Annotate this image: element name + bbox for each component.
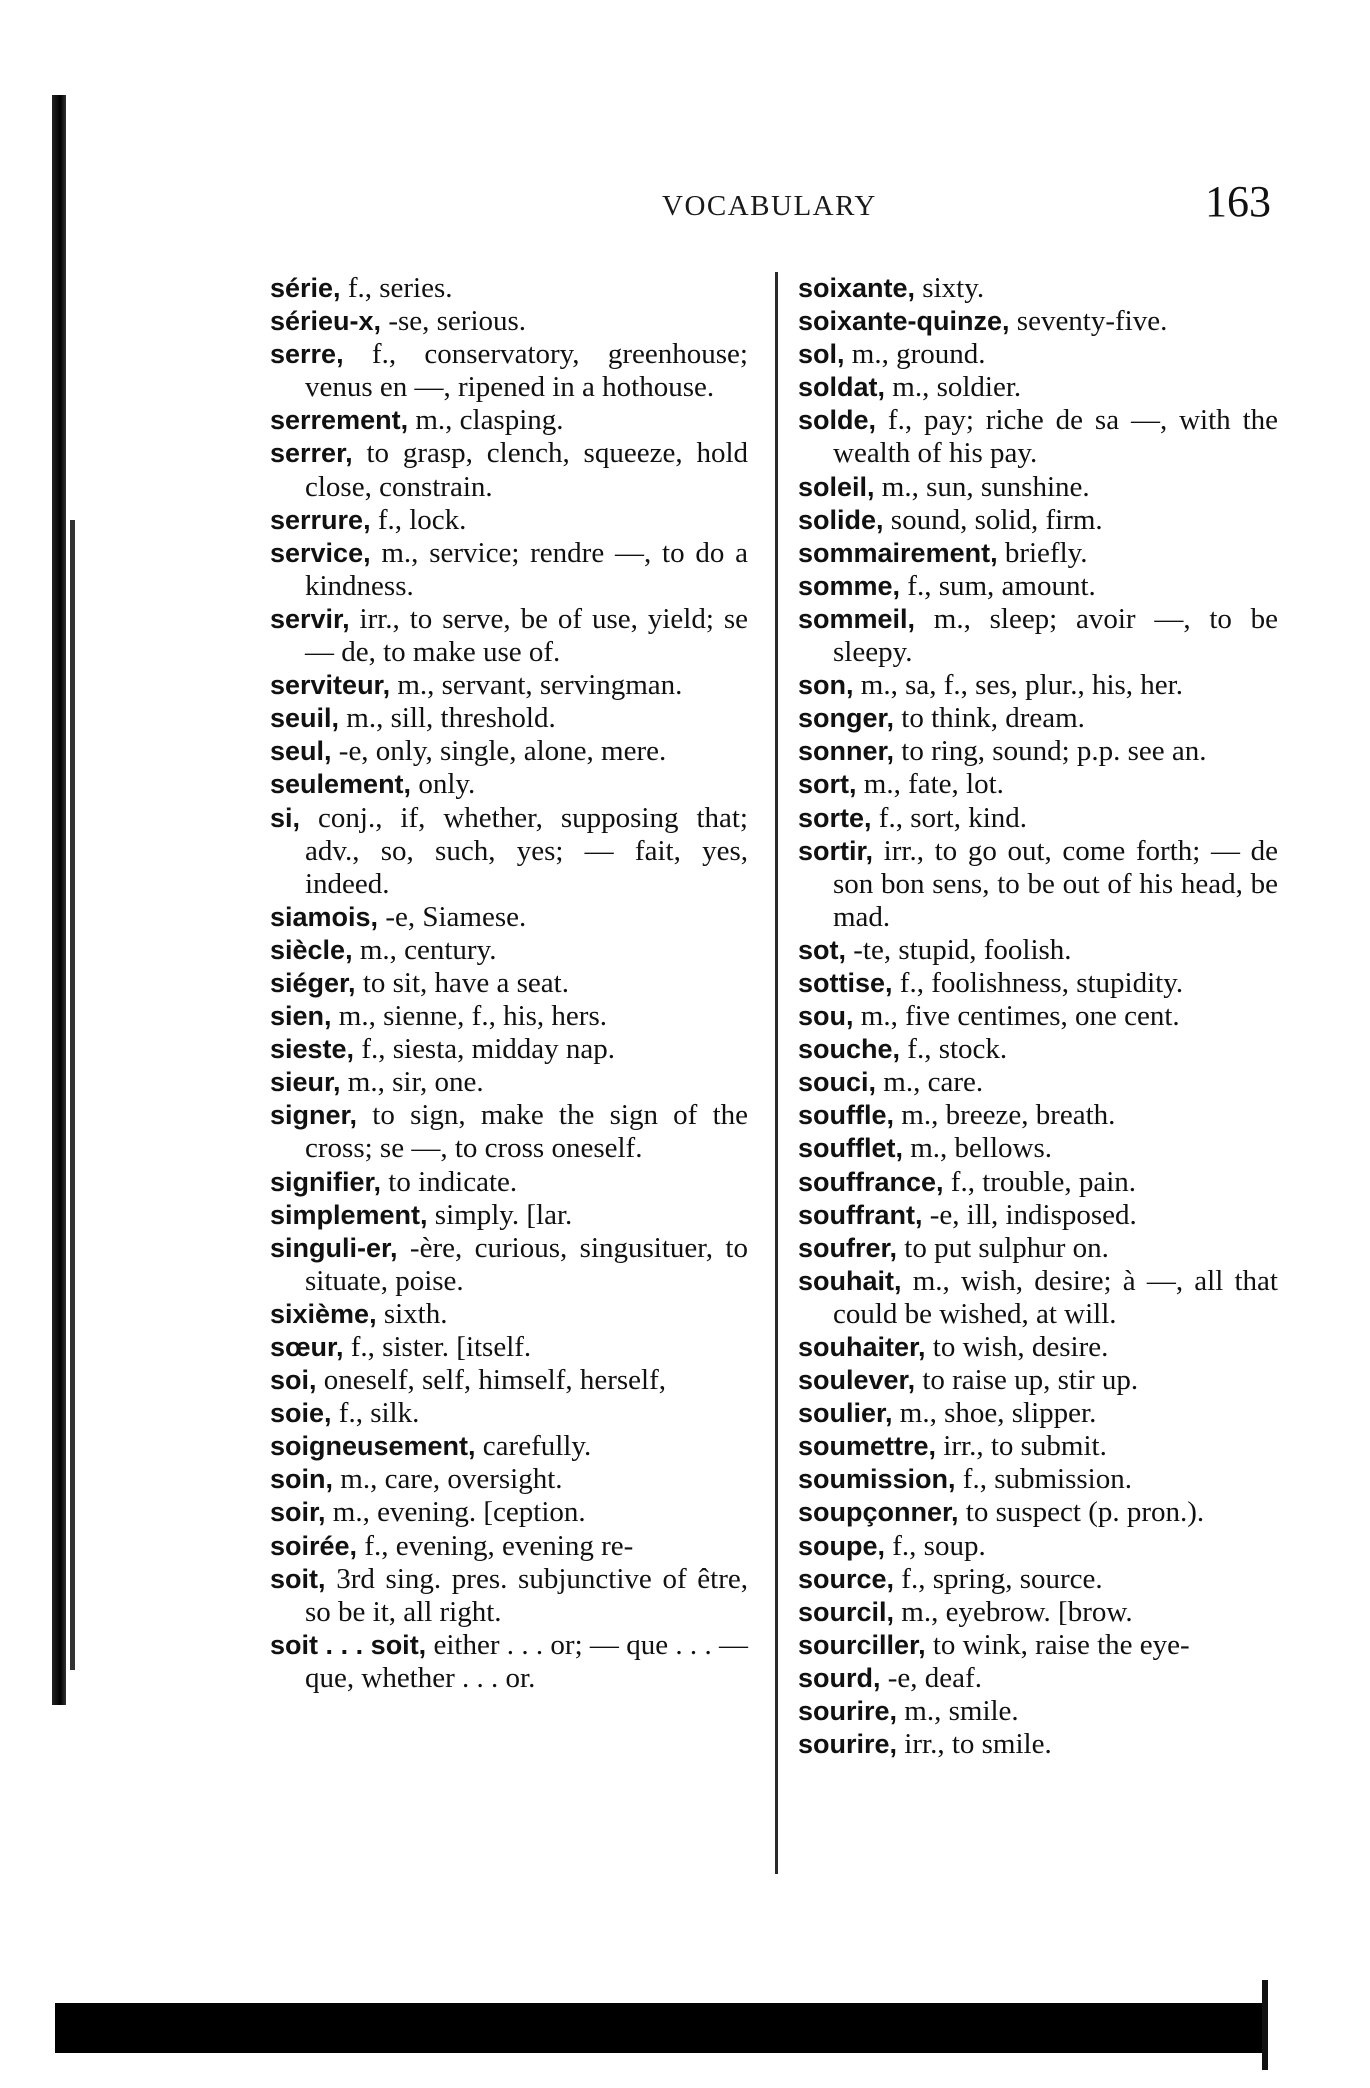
entry-definition: briefly.	[997, 536, 1088, 569]
entry-definition: to ring, sound; p.p. see an.	[894, 735, 1207, 768]
entry-headword: sommeil,	[798, 603, 916, 634]
entry-definition: sixty.	[915, 272, 985, 304]
entry-definition: f., silk.	[331, 1397, 420, 1430]
dictionary-entry	[270, 1463, 748, 1496]
entry-definition: m., servant, servingman.	[390, 669, 683, 702]
entry-definition: m., service; rendre —, to do a kindness.	[305, 536, 748, 602]
dictionary-entry	[798, 1496, 1278, 1529]
dictionary-entry	[270, 338, 748, 404]
dictionary-entry	[270, 669, 748, 702]
entry-definition: to sit, have a seat.	[355, 966, 569, 999]
entry-headword: souci,	[798, 1067, 877, 1098]
book-spine-edge	[70, 520, 75, 1670]
entry-definition: m., sleep; avoir —, to be sleepy.	[833, 602, 1278, 669]
entry-definition: -te, stupid, foolish.	[846, 933, 1072, 966]
dictionary-entry	[798, 1331, 1278, 1364]
dictionary-entry	[798, 1232, 1278, 1265]
entry-definition: to indicate.	[381, 1165, 518, 1198]
dictionary-entry	[798, 1728, 1278, 1761]
entry-headword: souffle,	[798, 1100, 895, 1131]
entry-headword: sourire,	[798, 1729, 898, 1760]
dictionary-entry	[270, 1430, 748, 1463]
dictionary-entry	[270, 1496, 748, 1529]
dictionary-entry	[798, 272, 1278, 305]
dictionary-entry	[270, 1530, 748, 1563]
dictionary-entry	[798, 735, 1278, 768]
entry-headword: souhaiter,	[798, 1332, 926, 1362]
entry-definition: f., soup.	[885, 1529, 986, 1562]
entry-definition: -ère, curious, singusituer, to situate, poise.	[305, 1231, 748, 1297]
dictionary-entry	[798, 1596, 1278, 1629]
entry-definition: m., sill, threshold.	[339, 702, 556, 735]
entry-headword: servir,	[270, 603, 350, 634]
dictionary-entry	[798, 1265, 1278, 1331]
entry-definition: f., series.	[340, 272, 453, 304]
dictionary-entry	[798, 802, 1278, 835]
entry-definition: -e, ill, indisposed.	[922, 1198, 1137, 1231]
entry-headword: soigneusement,	[270, 1431, 476, 1462]
entry-definition: to raise up, stir up.	[915, 1364, 1139, 1397]
dictionary-entry	[270, 1397, 748, 1430]
left-column	[270, 272, 748, 1695]
entry-headword: sérieu-x,	[270, 306, 382, 337]
entry-definition: m., shoe, slipper.	[892, 1397, 1097, 1430]
dictionary-entry	[798, 1662, 1278, 1695]
dictionary-entry	[798, 1000, 1278, 1033]
entry-definition: f., sister. [itself.	[343, 1331, 532, 1363]
entry-headword: si,	[270, 802, 301, 833]
entry-headword: seulement,	[270, 769, 412, 800]
entry-headword: sort,	[798, 769, 857, 800]
entry-definition: irr., to go out, come forth; — de son bon sens, to be out of his head, be mad.	[833, 834, 1278, 933]
entry-headword: siamois,	[270, 901, 379, 932]
entry-headword: souffrant,	[798, 1199, 923, 1230]
dictionary-entry	[798, 1364, 1278, 1397]
entry-headword: sourire,	[798, 1696, 898, 1727]
entry-headword: sortir,	[798, 835, 874, 866]
entry-headword: soirée,	[270, 1530, 358, 1561]
entry-headword: soldat,	[798, 372, 886, 403]
entry-definition: -e, deaf.	[880, 1661, 982, 1694]
entry-definition: carefully.	[475, 1430, 592, 1463]
entry-definition: simply. [lar.	[427, 1198, 573, 1231]
entry-definition: m., wish, desire; à —, all that could be wished, at will.	[833, 1264, 1278, 1330]
entry-definition: only.	[411, 768, 476, 801]
entry-headword: soumission,	[798, 1464, 956, 1495]
dictionary-entry	[798, 305, 1278, 338]
entry-headword: serrure,	[270, 504, 371, 535]
entry-definition: m., soldier.	[885, 371, 1022, 404]
entry-definition: f., sum, amount.	[900, 569, 1096, 602]
dictionary-entry	[798, 1033, 1278, 1066]
dictionary-entry	[798, 603, 1278, 669]
entry-headword: solde,	[798, 405, 877, 436]
entry-headword: souhait,	[798, 1265, 902, 1296]
dictionary-entry	[270, 1298, 748, 1331]
entry-definition: oneself, self, himself, herself,	[316, 1364, 667, 1397]
entry-headword: sonner,	[798, 736, 895, 767]
page-bottom-shadow	[55, 2003, 1265, 2053]
entry-definition: m., smile.	[897, 1695, 1019, 1728]
entry-headword: soupçonner,	[798, 1497, 959, 1528]
entry-definition: -e, only, single, alone, mere.	[331, 735, 667, 768]
entry-headword: sourd,	[798, 1662, 881, 1693]
entry-headword: soulever,	[798, 1365, 916, 1396]
entry-headword: sot,	[798, 934, 847, 965]
entry-definition: m., evening. [ception.	[325, 1496, 586, 1529]
entry-definition: m., sa, f., ses, plur., his, her.	[853, 669, 1183, 702]
entry-definition: f., foolishness, stupidity.	[892, 966, 1184, 999]
entry-definition: m., sienne, f., his, hers.	[331, 1000, 607, 1033]
dictionary-entry	[270, 1364, 748, 1397]
entry-definition: to put sulphur on.	[897, 1231, 1109, 1264]
dictionary-entry	[798, 504, 1278, 537]
dictionary-entry	[270, 537, 748, 603]
dictionary-entry	[270, 735, 748, 768]
entry-headword: serrer,	[270, 438, 353, 469]
entry-definition: irr., to submit.	[936, 1430, 1107, 1463]
entry-definition: m., sun, sunshine.	[874, 470, 1090, 503]
entry-headword: signer,	[270, 1100, 358, 1131]
dictionary-entry	[270, 802, 748, 901]
entry-headword: signifier,	[270, 1166, 382, 1197]
dictionary-entry	[798, 702, 1278, 735]
entry-headword: siéger,	[270, 967, 356, 998]
entry-definition: m., eyebrow. [brow.	[894, 1595, 1133, 1628]
entry-definition: sixth.	[376, 1297, 448, 1330]
entry-definition: m., sir, one.	[340, 1066, 484, 1099]
dictionary-entry	[270, 404, 748, 437]
dictionary-entry	[270, 1232, 748, 1298]
entry-headword: soixante-quinze,	[798, 306, 1010, 337]
entry-headword: solide,	[798, 504, 884, 535]
entry-definition: m., care.	[876, 1066, 984, 1099]
entry-definition: m., care, oversight.	[333, 1463, 563, 1496]
entry-headword: sien,	[270, 1001, 332, 1032]
dictionary-entry	[798, 471, 1278, 504]
entry-headword: somme,	[798, 570, 901, 601]
entry-headword: soixante,	[798, 273, 916, 303]
page-corner-shadow	[1262, 1980, 1268, 2070]
entry-headword: soin,	[270, 1464, 334, 1495]
entry-headword: soupe,	[798, 1530, 886, 1561]
entry-headword: souche,	[798, 1034, 901, 1065]
entry-headword: soie,	[270, 1398, 332, 1429]
entry-definition: f., lock.	[370, 503, 467, 536]
entry-headword: service,	[270, 537, 371, 568]
entry-definition: m., century.	[352, 933, 497, 966]
entry-headword: sixième,	[270, 1298, 377, 1329]
entry-headword: sou,	[798, 1001, 854, 1032]
entry-headword: seuil,	[270, 703, 340, 734]
dictionary-entry	[270, 437, 748, 503]
entry-definition: to think, dream.	[894, 702, 1085, 735]
dictionary-entry	[270, 603, 748, 669]
entry-headword: série,	[270, 273, 341, 303]
entry-definition: to suspect (p. pron.).	[958, 1496, 1205, 1529]
entry-definition: -e, Siamese.	[378, 900, 527, 933]
entry-headword: soufflet,	[798, 1133, 903, 1164]
dictionary-entry	[270, 272, 748, 305]
entry-headword: singuli-er,	[270, 1232, 398, 1263]
entry-definition: irr., to smile.	[897, 1728, 1052, 1761]
entry-definition: m., five centimes, one cent.	[853, 1000, 1180, 1033]
column-divider	[775, 272, 778, 1874]
entry-definition: -se, serious.	[381, 305, 527, 338]
entry-definition: to grasp, clench, squeeze, hold close, constrain.	[305, 437, 748, 503]
dictionary-entry	[798, 835, 1278, 934]
dictionary-entry	[270, 1166, 748, 1199]
dictionary-entry	[798, 371, 1278, 404]
dictionary-entry	[798, 1563, 1278, 1596]
dictionary-entry	[270, 1629, 748, 1695]
entry-definition: to sign, make the sign of the cross; se —, to cross oneself.	[305, 1099, 748, 1165]
entry-headword: sourciller,	[798, 1629, 926, 1660]
dictionary-entry	[798, 1430, 1278, 1463]
entry-headword: seul,	[270, 736, 332, 767]
dictionary-entry	[798, 934, 1278, 967]
entry-definition: f., submission.	[955, 1463, 1132, 1496]
dictionary-entry	[270, 1033, 748, 1066]
entry-headword: soit,	[270, 1563, 326, 1594]
entry-definition: m., fate, lot.	[856, 768, 1004, 801]
entry-definition: 3rd sing. pres. subjunctive of être, so be it, all right.	[305, 1562, 748, 1628]
entry-headword: songer,	[798, 703, 895, 734]
entry-headword: sommairement,	[798, 537, 998, 568]
entry-definition: sound, solid, firm.	[883, 503, 1103, 536]
entry-headword: soulier,	[798, 1398, 893, 1429]
dictionary-entry	[798, 1629, 1278, 1662]
entry-definition: m., clasping.	[408, 404, 564, 437]
dictionary-entry	[798, 570, 1278, 603]
dictionary-entry	[270, 305, 748, 338]
entry-headword: soumettre,	[798, 1431, 937, 1462]
entry-definition: irr., to serve, be of use, yield; se — de, to make use of.	[305, 602, 748, 669]
entry-headword: sieste,	[270, 1034, 355, 1065]
entry-definition: f., siesta, midday nap.	[354, 1033, 616, 1066]
dictionary-entry	[270, 1099, 748, 1165]
entry-definition: f., sort, kind.	[871, 801, 1027, 834]
entry-definition: f., trouble, pain.	[943, 1165, 1137, 1198]
entry-headword: sol,	[798, 339, 845, 370]
dictionary-entry	[798, 338, 1278, 371]
dictionary-entry	[270, 901, 748, 934]
entry-headword: soufrer,	[798, 1232, 898, 1263]
entry-headword: soi,	[270, 1365, 317, 1396]
right-column	[798, 272, 1278, 1761]
entry-headword: siècle,	[270, 934, 353, 965]
dictionary-entry	[798, 669, 1278, 702]
dictionary-entry	[798, 1132, 1278, 1165]
book-spine-shadow	[52, 95, 66, 1705]
entry-definition: f., conservatory, greenhouse; venus en —, ripened in a hothouse.	[305, 338, 748, 404]
dictionary-entry	[798, 1099, 1278, 1132]
dictionary-entry	[798, 1199, 1278, 1232]
entry-definition: seventy-five.	[1009, 305, 1168, 338]
running-head: VOCABULARY	[662, 190, 877, 222]
dictionary-entry	[270, 967, 748, 1000]
page-number: 163	[1205, 177, 1271, 226]
entry-headword: sorte,	[798, 802, 872, 833]
dictionary-entry	[270, 1331, 748, 1364]
dictionary-entry	[270, 768, 748, 801]
dictionary-entry	[798, 1463, 1278, 1496]
dictionary-entry	[798, 1397, 1278, 1430]
entry-headword: source,	[798, 1563, 895, 1594]
entry-headword: soleil,	[798, 471, 875, 502]
entry-headword: soir,	[270, 1497, 326, 1528]
entry-headword: sœur,	[270, 1332, 344, 1362]
entry-definition: to wink, raise the eye-	[925, 1628, 1190, 1661]
entry-definition: m., bellows.	[903, 1132, 1053, 1165]
dictionary-entry	[270, 1000, 748, 1033]
entry-headword: sieur,	[270, 1067, 341, 1098]
dictionary-entry	[798, 1530, 1278, 1563]
entry-headword: soit . . . soit,	[270, 1629, 427, 1660]
entry-definition: m., ground.	[844, 338, 986, 371]
entry-headword: sottise,	[798, 967, 893, 998]
entry-headword: simplement,	[270, 1199, 428, 1230]
entry-headword: sourcil,	[798, 1596, 895, 1627]
dictionary-entry	[270, 1066, 748, 1099]
entry-definition: either . . . or; — que . . . — que, whether . . . or.	[305, 1628, 748, 1694]
entry-headword: serre,	[270, 339, 344, 370]
dictionary-entry	[270, 1563, 748, 1629]
dictionary-entry	[798, 1695, 1278, 1728]
dictionary-entry	[798, 404, 1278, 470]
entry-definition: f., stock.	[900, 1033, 1008, 1066]
dictionary-entry	[798, 1166, 1278, 1199]
entry-definition: f., pay; riche de sa —, with the wealth of his pay.	[833, 404, 1278, 470]
entry-definition: m., breeze, breath.	[894, 1099, 1116, 1132]
entry-headword: serviteur,	[270, 670, 391, 701]
entry-definition: f., spring, source.	[894, 1562, 1103, 1595]
dictionary-entry	[798, 1066, 1278, 1099]
entry-definition: f., evening, evening re-	[357, 1529, 634, 1562]
dictionary-entry	[270, 934, 748, 967]
dictionary-entry	[798, 768, 1278, 801]
entry-headword: souffrance,	[798, 1166, 944, 1197]
dictionary-entry	[270, 1199, 748, 1232]
dictionary-entry	[798, 967, 1278, 1000]
entry-headword: son,	[798, 670, 854, 701]
entry-definition: to wish, desire.	[925, 1331, 1109, 1363]
dictionary-entry	[270, 702, 748, 735]
entry-headword: serrement,	[270, 405, 409, 436]
dictionary-entry	[270, 504, 748, 537]
entry-definition: conj., if, whether, supposing that; adv., so, such, yes; — fait, yes, indeed.	[300, 801, 748, 900]
dictionary-entry	[798, 537, 1278, 570]
